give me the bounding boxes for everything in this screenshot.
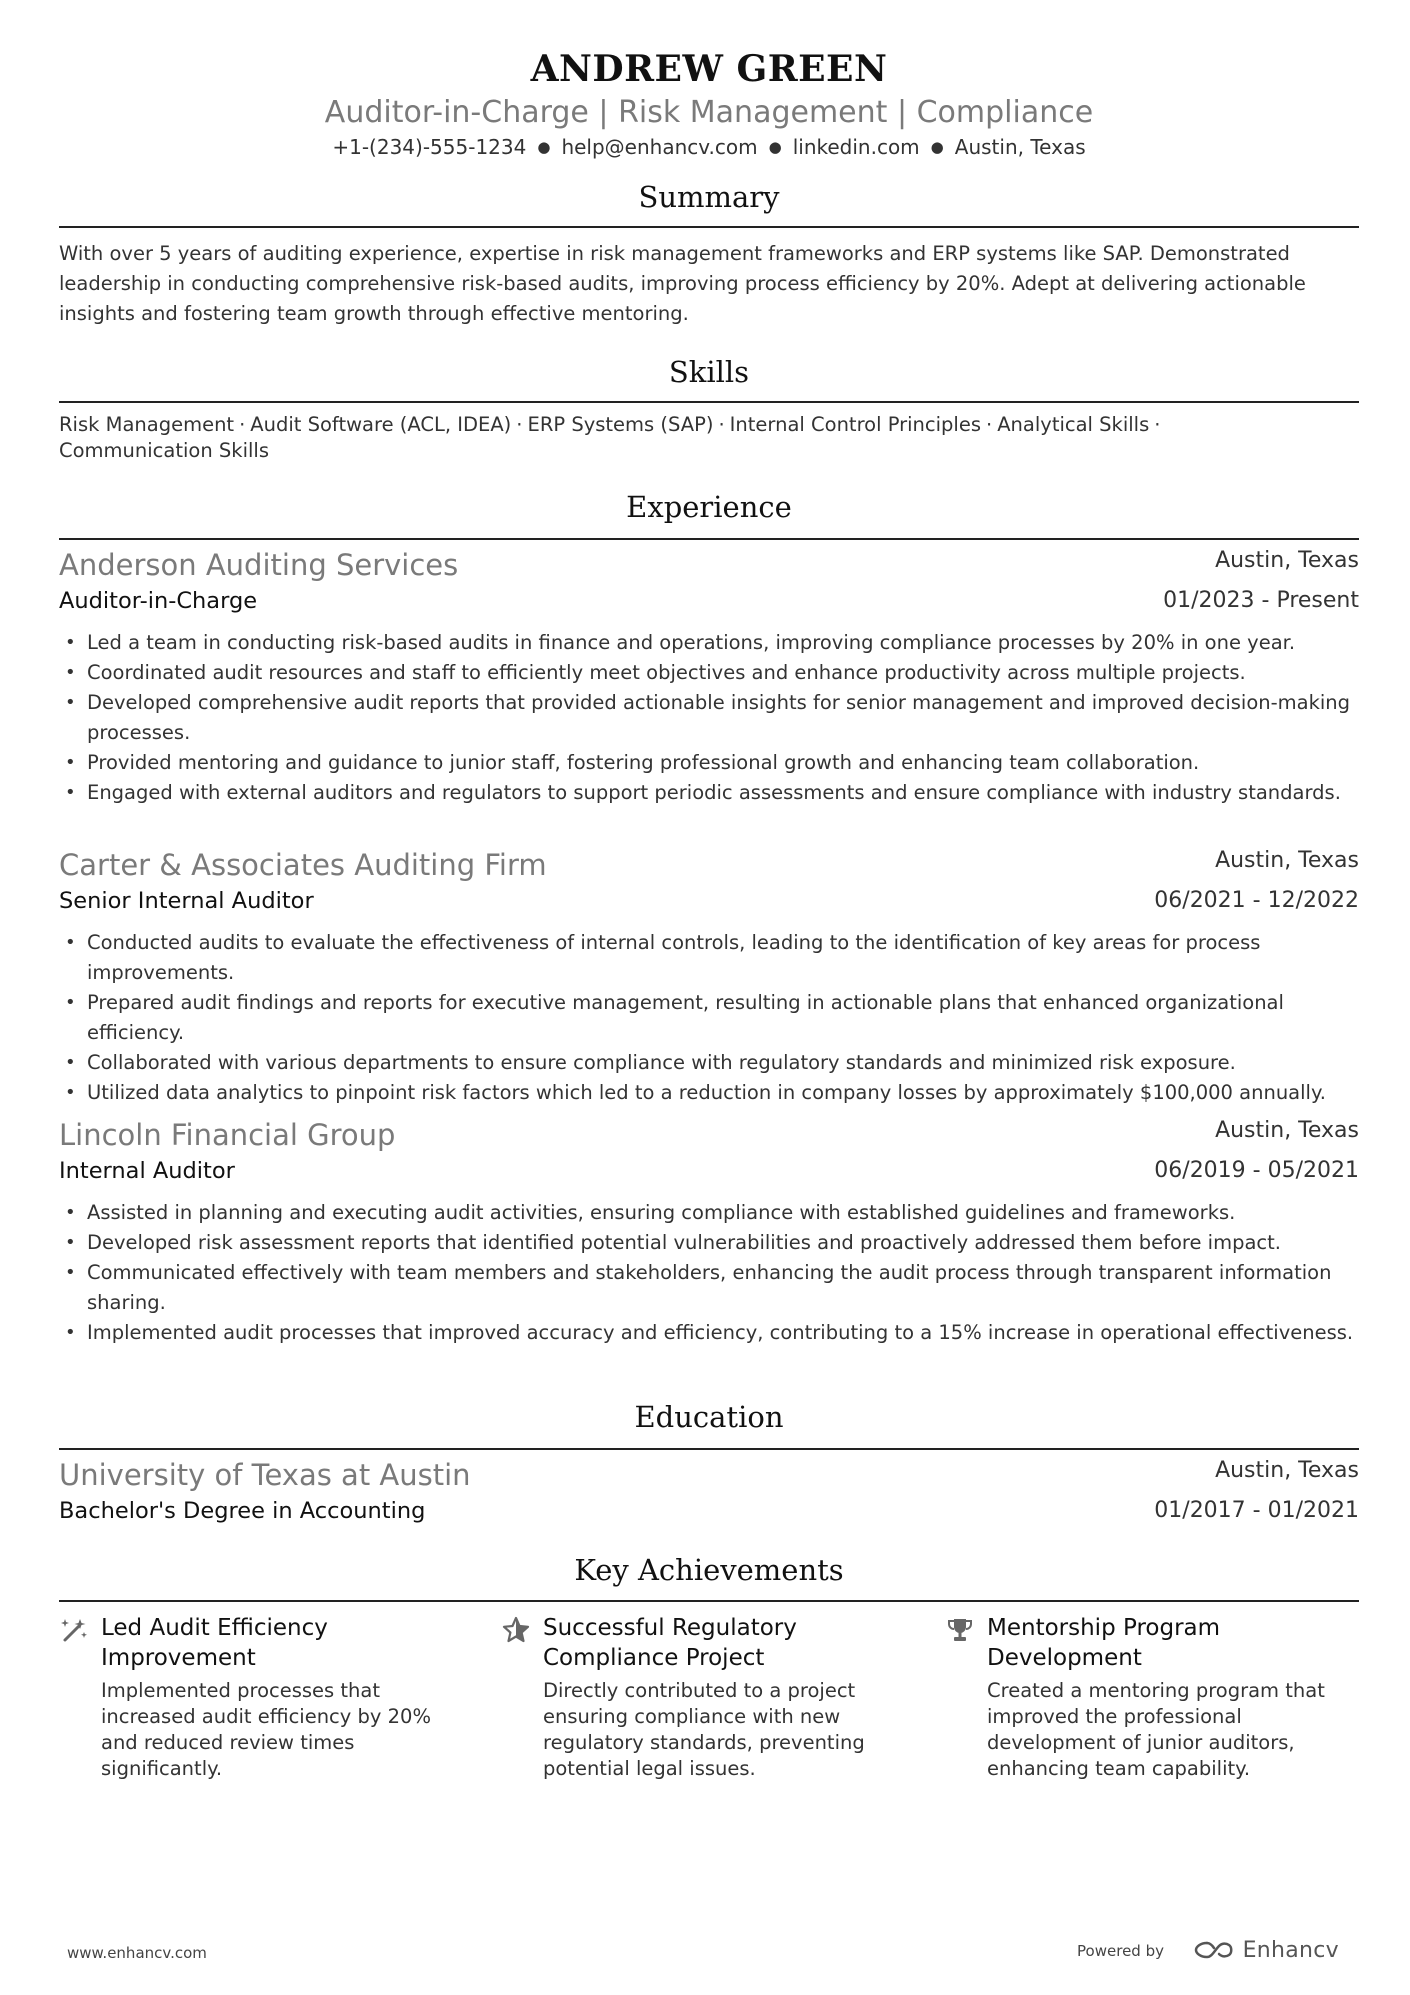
- skill-item: Risk Management: [59, 413, 235, 436]
- job-dates: 06/2021 - 12/2022: [1154, 888, 1359, 913]
- linkedin[interactable]: linkedin.com: [792, 135, 920, 159]
- job-location: Austin, Texas: [1215, 1118, 1359, 1143]
- achievement-description: Directly contributed to a project ensuring compliance with new regulatory standards, preventing potential legal issues.: [543, 1679, 865, 1780]
- bullet-item: • Conducted audits to evaluate the effectiveness of internal controls, leading to the identification of key areas for process improvements.: [59, 928, 1359, 988]
- candidate-headline: Auditor-in-Charge | Risk Management | Compliance: [324, 95, 1094, 130]
- section-divider: [59, 1448, 1359, 1450]
- company-name: Anderson Auditing Services: [59, 548, 459, 582]
- education-dates: 01/2017 - 01/2021: [1154, 1498, 1359, 1523]
- summary-text: With over 5 years of auditing experience, expertise in risk management frameworks and ERP systems like SAP. Demonstrated leadership in conducting comprehensive risk-based audits, improving process efficiency by 20%. Adept at delivering actionable insights and fostering team growth through effective mentoring.: [59, 242, 1306, 325]
- skill-item: ERP Systems (SAP): [527, 413, 714, 436]
- separator-dot: ●: [930, 138, 944, 156]
- job-location: Austin, Texas: [1215, 848, 1359, 873]
- summary-heading: Summary: [638, 180, 780, 214]
- bullet-item: • Engaged with external auditors and regulators to support periodic assessments and ensure compliance with industry standards.: [59, 778, 1359, 808]
- bullet-item: • Developed risk assessment reports that identified potential vulnerabilities and proactively addressed them before impact.: [59, 1228, 1359, 1258]
- enhancv-logo-icon: [1193, 1938, 1235, 1962]
- section-divider: [59, 226, 1359, 228]
- company-name: Carter & Associates Auditing Firm: [59, 848, 547, 882]
- job-bullets: [59, 928, 1359, 1108]
- skills-heading: Skills: [668, 355, 750, 389]
- section-divider: [59, 538, 1359, 540]
- job-location: Austin, Texas: [1215, 548, 1359, 573]
- section-divider: [59, 401, 1359, 403]
- separator-dot: ●: [537, 138, 551, 156]
- bullet-item: • Led a team in conducting risk-based audits in finance and operations, improving compliance processes by 20% in one year.: [59, 628, 1359, 658]
- degree: Bachelor's Degree in Accounting: [59, 1498, 426, 1524]
- achievement-title: Successful Regulatory Compliance Project: [543, 1615, 797, 1671]
- skill-item: Audit Software (ACL, IDEA): [250, 413, 512, 436]
- bullet-item: • Utilized data analytics to pinpoint risk factors which led to a reduction in company losses by approximately $100,000 annually.: [59, 1078, 1359, 1108]
- skill-item: Analytical Skills: [997, 413, 1150, 436]
- contact-line: [59, 135, 1359, 159]
- school-location: Austin, Texas: [1215, 1458, 1359, 1483]
- bullet-item: • Prepared audit findings and reports for executive management, resulting in actionable plans that enhanced organizational efficiency.: [59, 988, 1359, 1048]
- bullet-item: • Assisted in planning and executing audit activities, ensuring compliance with established guidelines and frameworks.: [59, 1198, 1359, 1228]
- bullet-item: • Coordinated audit resources and staff to efficiently meet objectives and enhance productivity across multiple projects.: [59, 658, 1359, 688]
- phone[interactable]: +1-(234)-555-1234: [332, 135, 527, 159]
- job-title: Auditor-in-Charge: [59, 588, 258, 614]
- trophy-icon: [945, 1615, 975, 1645]
- job-dates: 06/2019 - 05/2021: [1154, 1158, 1359, 1183]
- achievement-description: Implemented processes that increased audit efficiency by 20% and reduced review times significantly.: [101, 1679, 431, 1780]
- star-icon: [501, 1615, 531, 1645]
- skills-list: Risk Management · Audit Software (ACL, IDEA) · ERP Systems (SAP) · Internal Control Principles · Analytical Skills · Communication Skills: [59, 413, 1161, 462]
- school-name: University of Texas at Austin: [59, 1458, 471, 1492]
- bullet-item: • Implemented audit processes that improved accuracy and efficiency, contributing to a 15% increase in operational effectiveness.: [59, 1318, 1359, 1348]
- company-name: Lincoln Financial Group: [59, 1118, 396, 1152]
- email[interactable]: help@enhancv.com: [561, 135, 758, 159]
- bullet-item: • Developed comprehensive audit reports that provided actionable insights for senior management and improved decision-making processes.: [59, 688, 1359, 748]
- experience-heading: Experience: [626, 490, 792, 524]
- candidate-name: ANDREW GREEN: [530, 48, 888, 90]
- location: Austin, Texas: [954, 135, 1086, 159]
- bullet-item: • Communicated effectively with team members and stakeholders, enhancing the audit process through transparent information sharing.: [59, 1258, 1359, 1318]
- footer-url[interactable]: www.enhancv.com: [67, 1944, 207, 1962]
- skill-item: Communication Skills: [59, 439, 269, 462]
- bullet-item: • Collaborated with various departments to ensure compliance with regulatory standards and minimized risk exposure.: [59, 1048, 1359, 1078]
- achievement-description: Created a mentoring program that improved the professional development of junior auditors, enhancing team capability.: [987, 1679, 1325, 1780]
- job-bullets: [59, 628, 1359, 808]
- job-title: Senior Internal Auditor: [59, 888, 314, 914]
- achievement-title: Mentorship Program Development: [987, 1615, 1221, 1671]
- achievement-title: Led Audit Efficiency Improvement: [101, 1615, 328, 1671]
- job-bullets: [59, 1198, 1359, 1348]
- achievements-heading: Key Achievements: [574, 1553, 844, 1587]
- education-heading: Education: [634, 1400, 784, 1434]
- brand-logo[interactable]: [1193, 1935, 1339, 1965]
- skill-item: Internal Control Principles: [729, 413, 982, 436]
- job-dates: 01/2023 - Present: [1163, 588, 1359, 613]
- brand-name: Enhancv: [1242, 1937, 1339, 1963]
- bullet-item: • Provided mentoring and guidance to junior staff, fostering professional growth and enhancing team collaboration.: [59, 748, 1359, 778]
- magic-wand-icon: [59, 1615, 89, 1645]
- section-divider: [59, 1600, 1359, 1602]
- powered-by-label: Powered by: [1077, 1942, 1164, 1960]
- job-title: Internal Auditor: [59, 1158, 235, 1184]
- separator-dot: ●: [768, 138, 782, 156]
